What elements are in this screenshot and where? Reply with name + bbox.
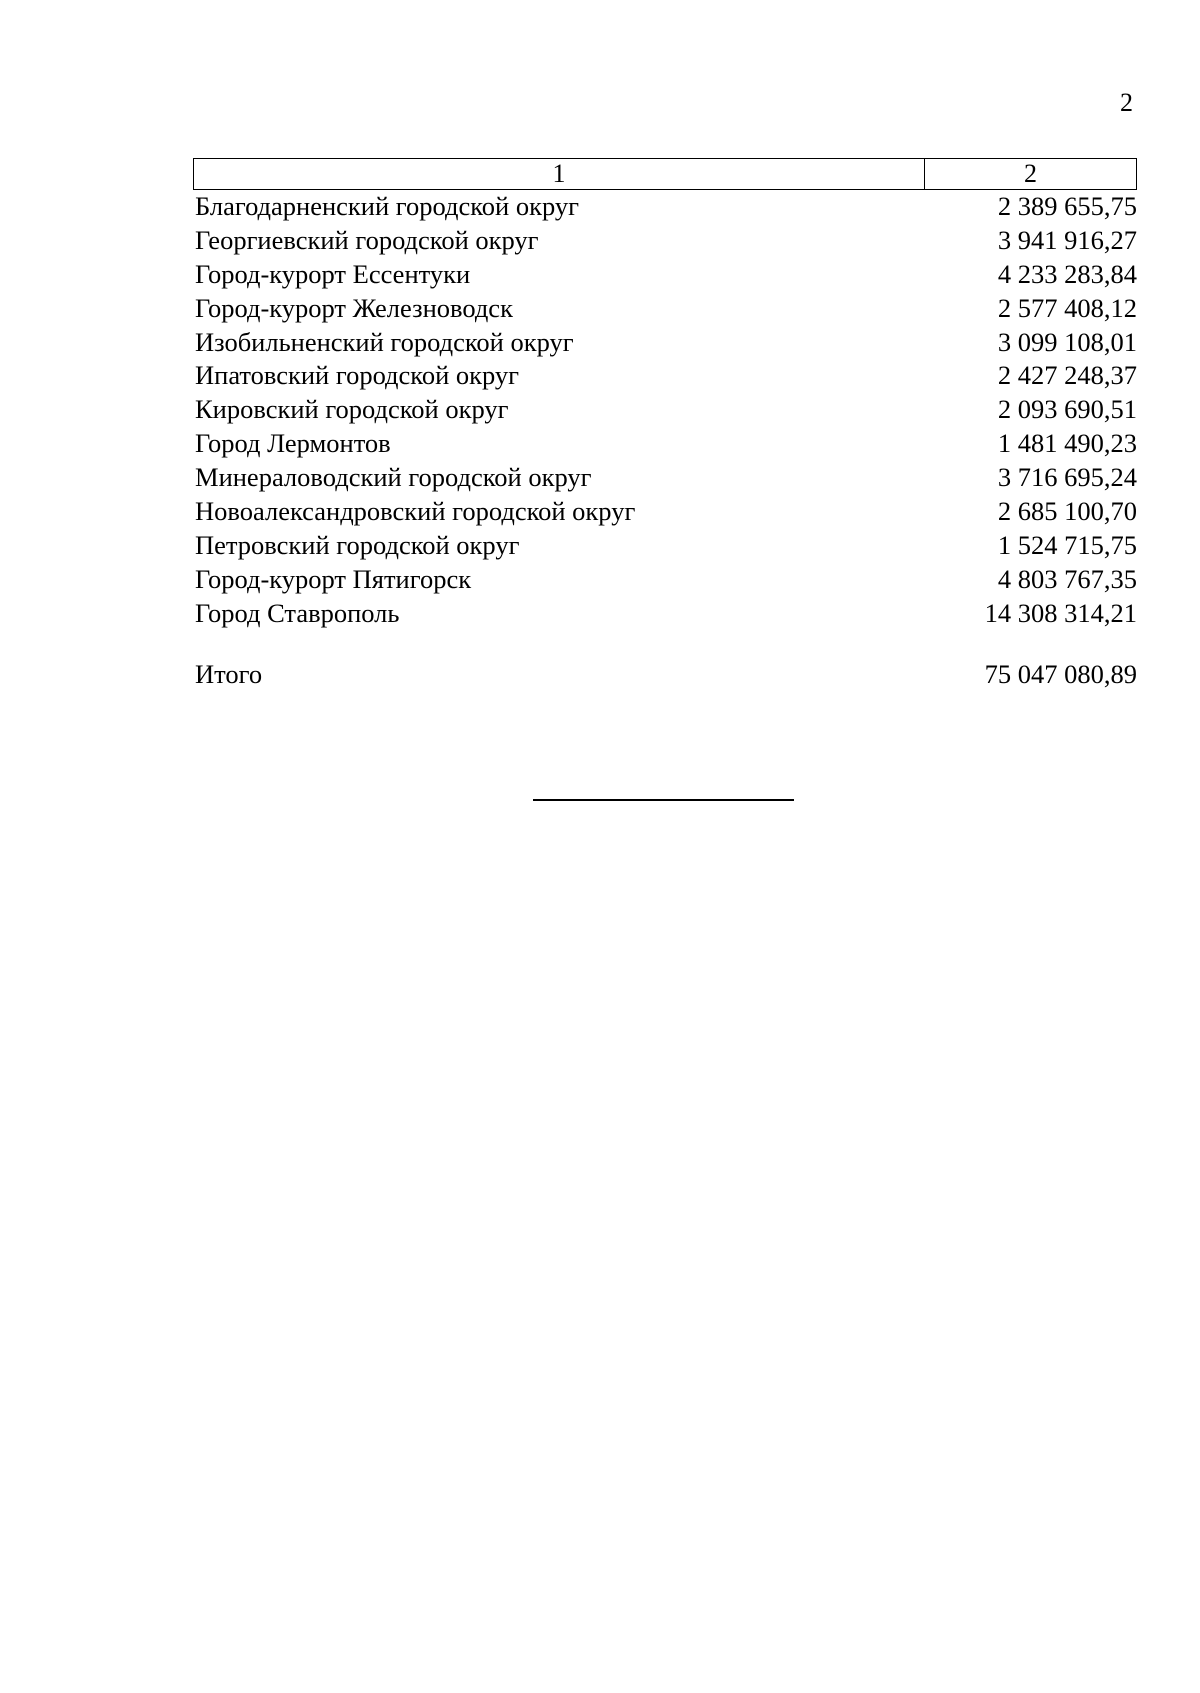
amount-value: 14 308 314,21 <box>984 597 1137 628</box>
amount-value: 1 524 715,75 <box>997 529 1137 560</box>
municipality-name: Город-курорт Железноводск <box>195 292 513 323</box>
table-header-row <box>193 158 1137 190</box>
amount-value: 3 716 695,24 <box>997 462 1137 493</box>
total-label: Итого <box>195 658 263 689</box>
municipality-name: Город-курорт Ессентуки <box>195 258 471 289</box>
total-row <box>193 657 1137 691</box>
table-row <box>193 461 1137 495</box>
table-row <box>193 292 1137 326</box>
table-row <box>193 393 1137 427</box>
table-row <box>193 563 1137 597</box>
municipality-name: Новоалександровский городской округ <box>195 496 636 527</box>
table-row <box>193 529 1137 563</box>
table-row <box>193 495 1137 529</box>
municipality-name: Петровский городской округ <box>195 529 520 560</box>
amount-value: 2 577 408,12 <box>997 292 1137 323</box>
municipality-name: Город-курорт Пятигорск <box>195 563 472 594</box>
municipality-name: Благодарненский городской округ <box>195 191 579 221</box>
closing-divider <box>533 799 794 801</box>
amount-value: 3 099 108,01 <box>997 326 1137 357</box>
table-row <box>193 326 1137 360</box>
municipality-name: Город Лермонтов <box>195 428 391 459</box>
table-row <box>193 597 1137 631</box>
municipality-name: Минераловодский городской округ <box>195 462 592 493</box>
table-row <box>193 258 1137 292</box>
amount-value: 2 685 100,70 <box>997 496 1137 527</box>
amount-value: 2 389 655,75 <box>997 191 1137 221</box>
municipality-name: Кировский городской округ <box>195 394 509 425</box>
table-row <box>193 224 1137 258</box>
amount-value: 2 093 690,51 <box>997 394 1137 425</box>
table-row <box>193 190 1137 224</box>
municipality-name: Георгиевский городской округ <box>195 224 539 255</box>
total-value: 75 047 080,89 <box>984 658 1137 689</box>
municipality-name: Изобильненский городской округ <box>195 326 574 357</box>
municipality-name: Ипатовский городской округ <box>195 360 520 391</box>
amount-value: 3 941 916,27 <box>997 224 1137 255</box>
amount-value: 1 481 490,23 <box>997 428 1137 459</box>
municipality-name: Город Ставрополь <box>195 597 400 628</box>
amount-value: 2 427 248,37 <box>997 360 1137 391</box>
page-number: 2 <box>1120 88 1133 117</box>
amount-value: 4 803 767,35 <box>997 563 1137 594</box>
table-row <box>193 359 1137 393</box>
table-row <box>193 427 1137 461</box>
column-header-2: 2 <box>1024 159 1037 188</box>
amount-value: 4 233 283,84 <box>997 258 1137 289</box>
allocation-table <box>193 158 1137 691</box>
column-header-1: 1 <box>194 159 925 189</box>
